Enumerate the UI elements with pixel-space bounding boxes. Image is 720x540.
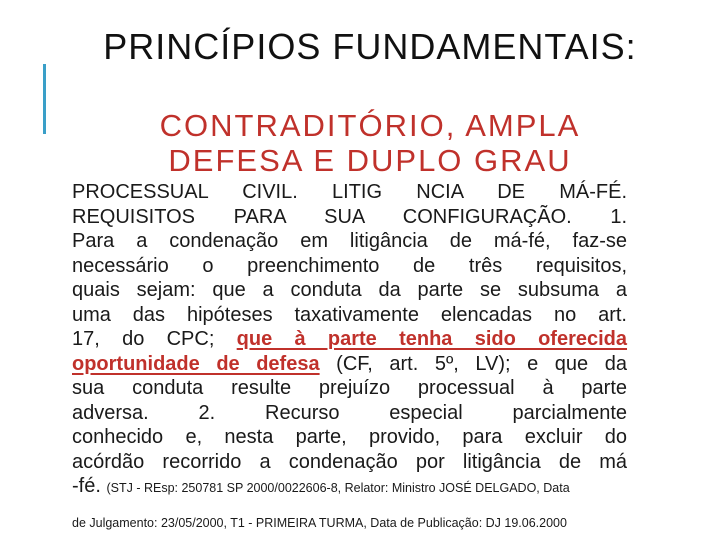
body-line: uma das hipóteses taxativamente elencadas no art. xyxy=(72,303,627,326)
body-line: REQUISITOS PARA SUA CONFIGURAÇÃO. 1. xyxy=(72,205,627,228)
body-line: sua conduta resulte prejuízo processual à parte xyxy=(72,377,627,399)
body-line xyxy=(72,327,627,352)
body-line: PROCESSUAL CIVIL. LITIG NCIA DE MÁ-FÉ. xyxy=(72,181,627,203)
citation-line: de Julgamento: 23/05/2000, T1 - PRIMEIRA TURMA, Data de Publicação: DJ 19.06.2000 xyxy=(72,516,567,530)
slide-title-text: PRINCÍPIOS FUNDAMENTAIS: xyxy=(103,26,637,67)
subtitle-line-1: CONTRADITÓRIO, AMPLA xyxy=(159,108,581,143)
body-line: acórdão recorrido a condenação por litigância de má xyxy=(72,450,627,473)
body-text xyxy=(72,180,627,499)
body-line: Para a condenação em litigância de má-fé, faz-se xyxy=(72,230,627,252)
body-line: conhecido e, nesta parte, provido, para excluir do xyxy=(72,426,627,448)
body-text-segment: -fé. xyxy=(72,475,101,497)
body-text-segment: 17, do CPC; xyxy=(72,328,215,350)
accent-bar xyxy=(43,64,46,134)
subtitle-line-2: DEFESA E DUPLO GRAU xyxy=(168,143,572,178)
body-line: quais sejam: que a conduta da parte se subsuma a xyxy=(72,279,627,301)
body-line xyxy=(72,352,627,377)
highlighted-text: oportunidade de defesa xyxy=(72,352,320,375)
slide-title xyxy=(80,28,660,66)
body-line: adversa. 2. Recurso especial parcialmente xyxy=(72,401,627,424)
citation-text: (STJ - REsp: 250781 SP 2000/0022606-8, Relator: Ministro JOSÉ DELGADO, Data xyxy=(106,481,570,495)
body-line: necessário o preenchimento de três requisitos, xyxy=(72,254,627,277)
body-line xyxy=(72,474,627,499)
body-text-segment: (CF, art. 5º, LV); e que da xyxy=(336,352,627,375)
slide-subtitle xyxy=(90,108,650,178)
highlighted-text: que à parte tenha sido oferecida xyxy=(236,328,628,350)
